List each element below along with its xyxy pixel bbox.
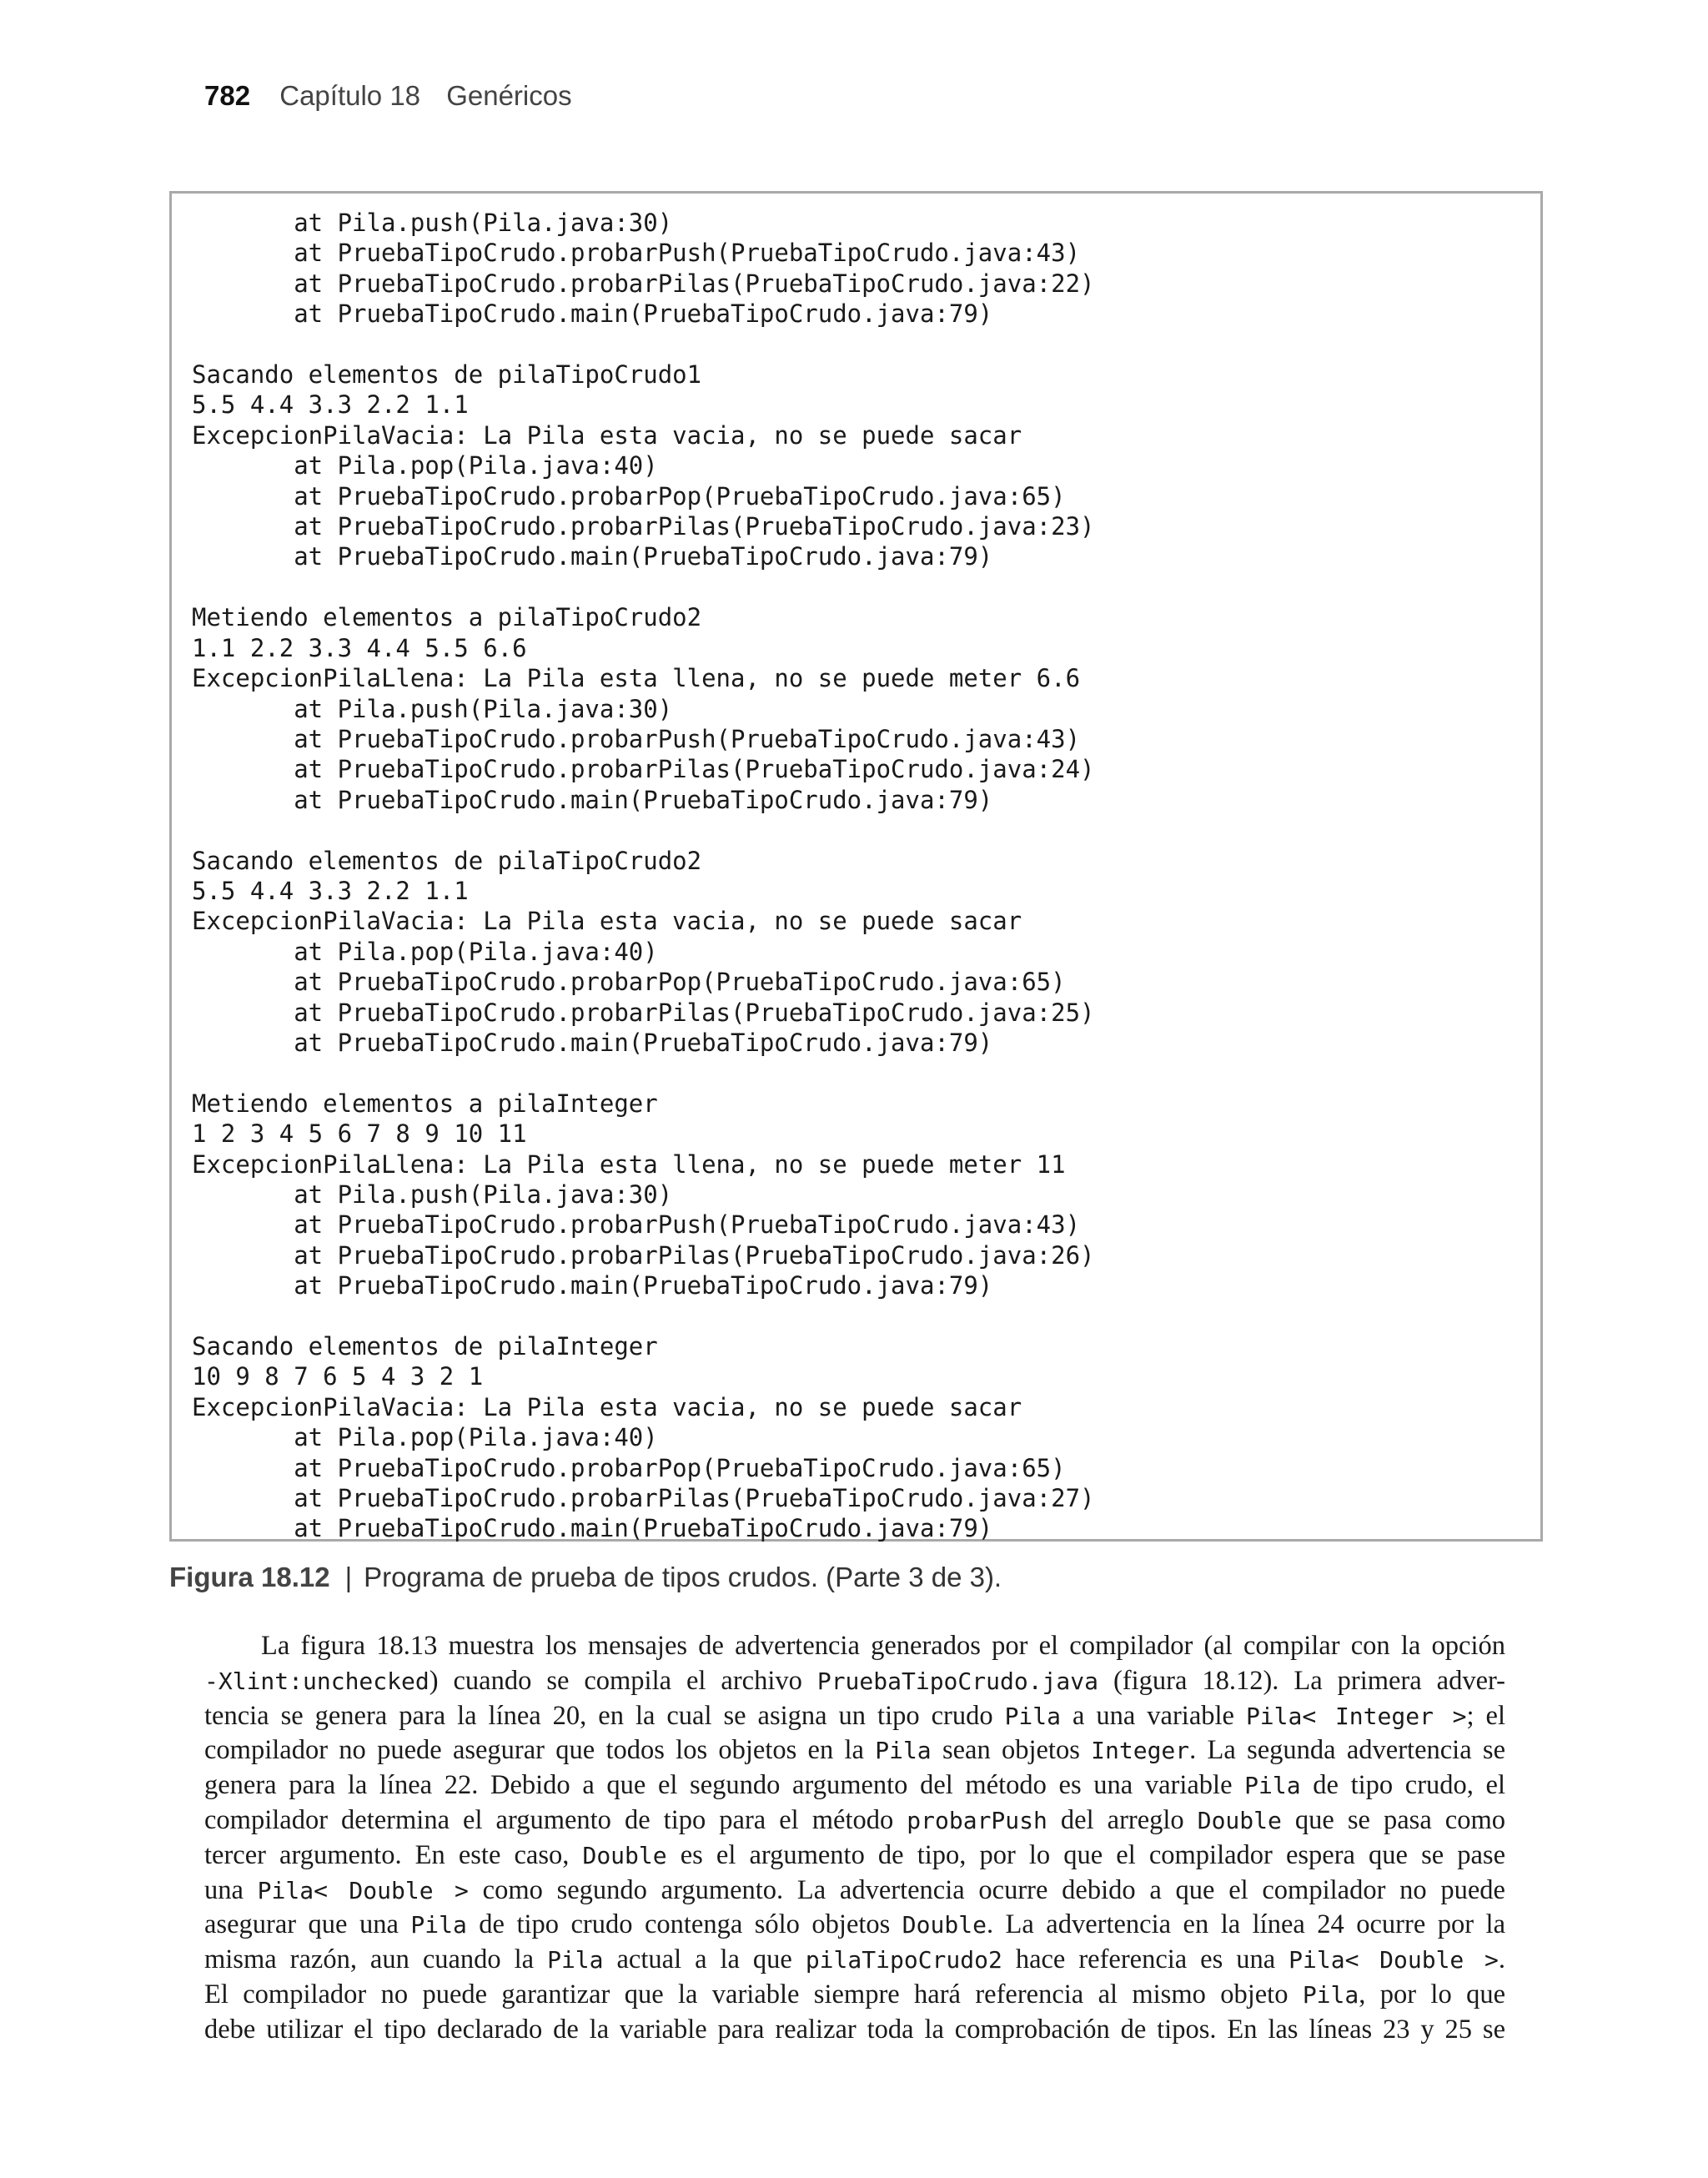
code-line: 10 9 8 7 6 5 4 3 2 1 [192,1362,484,1391]
paragraph-text: hace referencia es una [1002,1944,1289,1975]
code-line: ExcepcionPilaVacia: La Pila esta vacia, no se puede sacar [192,420,1022,450]
code-line: at PruebaTipoCrudo.main(PruebaTipoCrudo.java:79) [192,1028,993,1057]
code-line: ExcepcionPilaVacia: La Pila esta vacia, no se puede sacar [192,1392,1022,1421]
inline-code: Pila [1244,1772,1301,1800]
paragraph-text: de tipo crudo contenga sólo objetos [466,1909,902,1940]
code-line: 1.1 2.2 3.3 4.4 5.5 6.6 [192,633,527,662]
figure-caption [169,1562,1002,1593]
code-line: ExcepcionPilaLlena: La Pila esta llena, no se puede meter 6.6 [192,664,1081,693]
code-line: at PruebaTipoCrudo.main(PruebaTipoCrudo.java:79) [192,785,993,814]
paragraph-line [204,1803,1505,1838]
code-line: at PruebaTipoCrudo.main(PruebaTipoCrudo.java:79) [192,299,993,329]
inline-code: probarPush [907,1806,1047,1834]
code-line: at Pila.pop(Pila.java:40) [192,937,658,966]
code-line: Sacando elementos de pilaTipoCrudo2 [192,846,702,875]
paragraph-text: . La advertencia en la línea 24 ocurre por la [986,1909,1505,1940]
inline-code: Double [1197,1806,1282,1834]
inline-code: Double [582,1841,667,1869]
paragraph-text: sean objetos [931,1735,1092,1766]
caption-text: Programa de prueba de tipos crudos. (Parte 3 de 3). [364,1562,1002,1592]
paragraph-line [204,2013,1505,2048]
code-line: Metiendo elementos a pilaTipoCrudo2 [192,603,702,632]
inline-code: Pila< Double > [1289,1946,1499,1974]
code-line: at Pila.push(Pila.java:30) [192,694,673,723]
code-line: at Pila.push(Pila.java:30) [192,209,673,237]
paragraph-line [204,1978,1505,2013]
paragraph-text: de tipo crudo, el [1300,1770,1505,1801]
paragraph-line [204,1874,1505,1909]
inline-code: Integer [1091,1737,1190,1765]
paragraph-text: asegurar que una [204,1909,411,1940]
paragraph-text: . [1498,1944,1505,1975]
inline-code: Pila [875,1737,932,1765]
paragraph-text: ) cuando se compila el archivo [429,1665,817,1696]
code-line: at PruebaTipoCrudo.probarPilas(PruebaTipoCrudo.java:26) [192,1240,1095,1270]
code-line: at PruebaTipoCrudo.probarPop(PruebaTipoCrudo.java:65) [192,481,1066,511]
paragraph-text: ; el [1466,1700,1505,1731]
paragraph-line [204,1733,1505,1768]
program-output-box [169,191,1543,1542]
chapter-title: Genéricos [446,80,572,111]
paragraph-line [204,1664,1505,1699]
code-line: at PruebaTipoCrudo.probarPush(PruebaTipoCrudo.java:43) [192,239,1081,268]
paragraph-text: . La segunda advertencia se [1189,1735,1505,1766]
code-line: 5.5 4.4 3.3 2.2 1.1 [192,390,469,420]
code-line: at PruebaTipoCrudo.main(PruebaTipoCrudo.java:79) [192,1271,993,1300]
code-line: ExcepcionPilaLlena: La Pila esta llena, no se puede meter 11 [192,1149,1066,1179]
inline-code: Pila [1004,1702,1061,1730]
paragraph-text: compilador determina el argumento de tipo para el método [204,1804,907,1835]
paragraph-text: tencia se genera para la línea 20, en la cual se asigna un tipo crudo [204,1700,1005,1731]
inline-code: PruebaTipoCrudo.java [816,1667,1098,1695]
page-number: 782 [204,80,251,111]
inline-code: pilaTipoCrudo2 [805,1946,1002,1974]
code-line: at PruebaTipoCrudo.main(PruebaTipoCrudo.java:79) [192,542,993,571]
paragraph-line [204,1943,1505,1978]
inline-code: Pila [410,1911,467,1939]
chapter-label: Capítulo 18 [279,80,421,111]
inline-code: Pila [547,1946,604,1974]
code-line: at PruebaTipoCrudo.probarPush(PruebaTipoCrudo.java:43) [192,724,1081,753]
paragraph-text: como segundo argumento. La advertencia ocurre debido a que el compilador no puede [468,1874,1505,1905]
code-line: at Pila.pop(Pila.java:40) [192,1423,658,1452]
paragraph-line [204,1699,1505,1734]
code-line: Sacando elementos de pilaInteger [192,1332,658,1361]
paragraph-text: debe utilizar el tipo declarado de la variable para realizar toda la comprobación de tipos. En las líneas 23 y 25 se [204,2014,1505,2045]
code-line: Metiendo elementos a pilaInteger [192,1089,658,1118]
running-header [204,80,572,112]
code-line: 1 2 3 4 5 6 7 8 9 10 11 [192,1119,527,1149]
code-line: at PruebaTipoCrudo.probarPilas(PruebaTipoCrudo.java:22) [192,269,1095,298]
code-line: at PruebaTipoCrudo.probarPop(PruebaTipoCrudo.java:65) [192,968,1066,997]
paragraph-text: tercer argumento. En este caso, [204,1839,583,1870]
code-line: ExcepcionPilaVacia: La Pila esta vacia, no se puede sacar [192,907,1022,936]
caption-separator: | [344,1562,353,1592]
paragraph-text: genera para la línea 22. Debido a que el segundo argumento del método es una variable [204,1770,1245,1801]
paragraph-text: La figura 18.13 muestra los mensajes de advertencia generados por el compilador (al compilar con la opción [261,1631,1505,1661]
program-output [192,208,1095,1544]
paragraph-line [204,1838,1505,1874]
code-line: at PruebaTipoCrudo.probarPilas(PruebaTipoCrudo.java:23) [192,512,1095,541]
paragraph-text: del arreglo [1047,1804,1198,1835]
code-line: Sacando elementos de pilaTipoCrudo1 [192,360,702,390]
paragraph-line [204,1629,1505,1664]
paragraph-text: El compilador no puede garantizar que la variable siempre hará referencia al mismo objeto [204,1979,1303,2009]
paragraph-text: es el argumento de tipo, por lo que el compilador espera que se pase [666,1839,1505,1870]
code-line: at PruebaTipoCrudo.probarPop(PruebaTipoCrudo.java:65) [192,1453,1066,1482]
code-line: at PruebaTipoCrudo.probarPush(PruebaTipoCrudo.java:43) [192,1210,1081,1240]
body-paragraph [204,1629,1505,2048]
inline-code: Pila< Integer > [1245,1702,1467,1730]
code-line: at PruebaTipoCrudo.probarPilas(PruebaTipoCrudo.java:25) [192,998,1095,1027]
paragraph-text: actual a la que [603,1944,806,1975]
code-line: at PruebaTipoCrudo.main(PruebaTipoCrudo.java:79) [192,1514,993,1543]
figure-label: Figura 18.12 [169,1562,330,1592]
inline-code: Pila [1302,1980,1359,2009]
paragraph-text: misma razón, aun cuando la [204,1944,548,1975]
paragraph-text: , por lo que [1359,1979,1505,2009]
paragraph-text: una [204,1874,258,1905]
paragraph-line [204,1908,1505,1943]
inline-code: Pila< Double > [257,1876,469,1904]
code-line: 5.5 4.4 3.3 2.2 1.1 [192,876,469,905]
paragraph-line [204,1768,1505,1803]
code-line: at PruebaTipoCrudo.probarPilas(PruebaTipoCrudo.java:24) [192,755,1095,784]
inline-code: Double [902,1911,987,1939]
code-line: at Pila.pop(Pila.java:40) [192,451,658,480]
inline-code: -Xlint:unchecked [204,1667,430,1695]
paragraph-text: (figura 18.12). La primera adver- [1098,1665,1505,1696]
paragraph-text: que se pasa como [1281,1804,1505,1835]
paragraph-text: compilador no puede asegurar que todos los objetos en la [204,1735,876,1766]
code-line: at PruebaTipoCrudo.probarPilas(PruebaTipoCrudo.java:27) [192,1484,1095,1513]
code-line: at Pila.push(Pila.java:30) [192,1180,673,1209]
paragraph-text: a una variable [1061,1700,1246,1731]
